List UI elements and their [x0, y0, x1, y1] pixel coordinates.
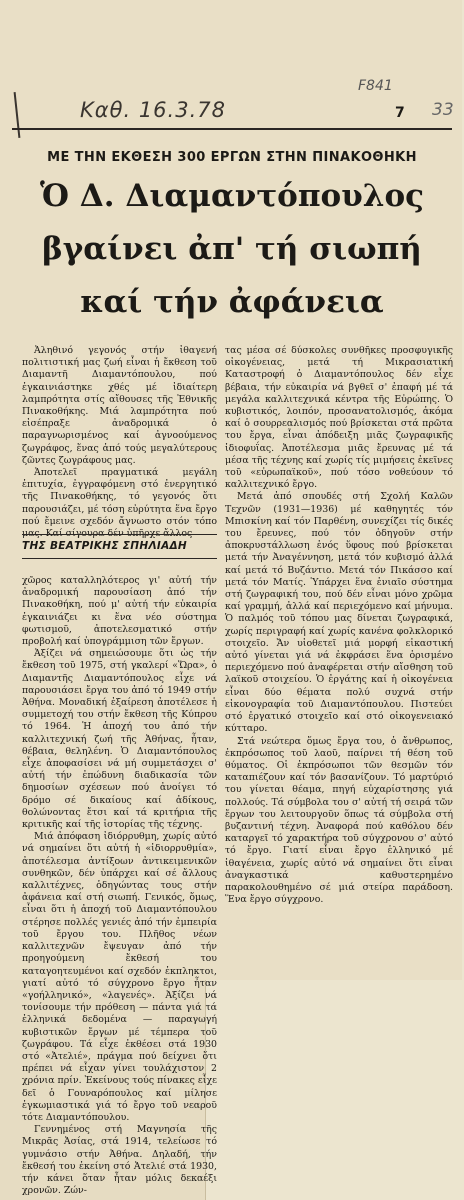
paragraph: τας μέσα σέ δύσκολες συνθῆκες προσφυγικῆς οἰκογένειας, μετά τή Μικρασιατική Καταστροφή ὁ Διαμαντόπουλος δέν εἶχε βέβαια, τήν εὐκαιρία νά βγθεῖ σ' ἐπαφή μέ τά μεγάλα καλλιτεχνικά κέντρα τῆς Εὐρώπης. Ὁ κυβιστικός, λοιπόν, προσανατολισμός, ἀκόμα καί ὁ σουρρεαλισμός πού βρίσκεται στά πρῶτα του ἔργα, εἶναι ἀπόδειξη μιᾶς ζωγραφικῆς ἰδιοφυΐας. Ἀποτέλεσμα μιᾶς ἔρευνας μέ τά μέσα τῆς τέχνης καί χωρίς τίς μιμήσεις ἐκεῖνες τοῦ «εὐρωπαϊκοῦ», πού τόσο νοθεύουν τό καλλιτεχνικό ἔργο.	[225, 345, 453, 491]
paragraph: Ἀποτελεῖ πραγματικά μεγάλη ἐπιτυχία, ἐγγραφόμενη στό ἐνεργητικό τῆς Πινακοθήκης, τό γεγονός ὅτι παρουσιάζει, μέ τόση εὐρύτητα ἕνα ἔργο πού ἔμεινε σχεδόν ἄγνωστο στόν τόπο	[22, 467, 217, 527]
headline-line-1: Ὁ Δ. Διαμαντόπουλος	[39, 178, 425, 214]
column-left-top	[22, 345, 217, 527]
paragraph: Μιά ἀπόφαση ἰδιόρρυθμη, χωρίς αὐτό νά σημαίνει ὅτι αὐτή ἡ «ἰδιορρυθμία», ἀποτέλεσμα ἀντίξοων ἀντικειμενικῶν συνθηκῶν, δέν ὑπάρχει καί σέ ἄλλους καλλιτέχνες, ὁδηγώντας τους στήν ἀφάνεια καί στή σιωπή. Γενικός, ὅμως, εἶναι ὅτι ἡ ἀποχή τοῦ Διαμαντόπουλου στέρησε πολλές γενιές ἀπό τήν ἐμπειρία τοῦ ἔργου του. Πλῆθος νέων καλλιτεχνῶν ἔψευγαν ἀπό τήν προηγούμενη ἔκθεσή του καταγοητευμένοι καί σχεδόν ἐκπληκτοι, γιατί αὐτό τό σύγχρονο ἔργο ἦταν «γοήλληνικό», «λαγενές». Ἀξίζει νά τονίσουμε τήν πρόθεση — πάντα γιά τά ἑλληνικά δεδομένα — παραγωγή κυβιστικῶν ἔργων μέ τέμπερα τοῦ ζωγράφου. Τά εἶχε ἐκθέσει στά 1930 στό «Ἀτελιέ», πράγμα πού δείχνει ὅτι πρέπει νά εἶχαν γίνει τουλάχιστον 2 χρόνια πρίν. Ἐκείνους τούς πίνακες εἶχε δεῖ ὁ Γουναρόπουλος καί μίλησε ἐγκωμιαστικά γιά τό ἔργο τοῦ νεαροῦ τότε Διαμαντόπουλου.	[22, 831, 217, 1123]
headline-line-3: καί τήν ἀφάνεια	[80, 284, 384, 320]
paragraph: Ἀληθινό γεγονός στήν ἰθαγενή πολιτιστική μας ζωή εἶναι ἡ ἔκθεση τοῦ Διαμαντῆ Διαμαντόπουλου, πού ἐγκαινιάστηκε χθές μέ ἰδιαίτερη λαμπρότητα στίς αἴθουσες τῆς Ἐθνικῆς Πινακοθήκης. Μιά λαμπρότητα πού εἰσέπραξε ἀναδρομικά ὁ παραγνωρισμένος καί ἀγνοούμενος ζωγράφος, ἕνας ἀπό τούς μεγαλύτερους ζῶντες ζωγράφους μας.	[22, 345, 217, 466]
paragraph: Γεννημένος στή Μαγνησία τῆς Μικρᾶς Ἀσίας, στά 1914, τελείωσε τό γυμνάσιο στήν Ἀθήνα. Δηλαδή, τήν ἔκθεσή του ἐκείνη στό Ἀτελιέ στά 1930, τήν κάνει ὅταν ἦταν μόλις δεκαέξι χρονῶν. Ζών-	[22, 1124, 217, 1197]
paragraph: χῶρος καταλληλότερος γι' αὐτή τήν ἀναδρομική παρουσίαση ἀπό τήν Πινακοθήκη, πού μ' αὐτή τήν εὐκαιρία ἐγκαινιάζει κι ἕνα νέο σύστημα φωτισμοῦ, ἀποτελεσματικό στήν προβολή καί ὑπογράμμιση τῶν ἔργων.	[22, 575, 217, 648]
byline: ΤΗΣ ΒΕΑΤΡΙΚΗΣ ΣΠΗΛΙΑΔΗ	[22, 540, 188, 552]
column-left-bottom	[22, 575, 217, 1195]
headline	[12, 170, 452, 329]
paragraph: Μετά ἀπό σπουδές στή Σχολή Καλῶν Τεχνῶν (1931—1936) μέ καθηγητές τόν Μπισκίνη καί τόν Παρθένη, συνεχίζει τίς δικές του ἔρευνες, πού τόν ὁδηγοῦν στήν ἀποκρυστάλλωση ἑνός ὕφους πού βρίσκεται μετά τήν Ἀναγέννηση, μετά τόν κυβισμό ἀλλά καί μετά τό Βυζάντιο. Μετά τόν Πικάσσο καί μετά τόν Ματίς. Ὑπάρχει ἕνα ἑνιαῖο σύστημα στή ζωγραφική του, πού δέν εἶναι μόνο χρῶμα καί γραμμή, ἀλλά καί περιεχόμενο καί μήνυμα. Ὁ παλμός τοῦ τόπου μας δίνεται ζωγραφικά, χωρίς περιγραφή καί χωρίς κανένα φολκλορικό στοιχεῖο. Ἄν υἱοθετεῖ μιά μορφή εἰκαστική αὐτό γίνεται γιά νά ἐκφράσει ἕνα ὁρισμένο περιεχόμενο πού ἀναφέρεται στήν αἴσθηση τοῦ λαϊκοῦ στοιχείου. Ὁ ἐργάτης καί ἡ οἰκογένεια εἶναι δύο θέματα πολύ συχνά στήν εἰκονογραφία τοῦ Διαμαντόπουλου. Πιστεύει στό ἐργατικό στοιχεῖο καί στό οἰκογενειακό κύτταρο.	[225, 491, 453, 735]
page-number: 7	[395, 105, 405, 121]
handwritten-date: Καθ. 16.3.78	[80, 98, 226, 122]
paragraph: Ἀξίζει νά σημειώσουμε ὅτι ὡς τήν ἔκθεση τοῦ 1975, στή γκαλερί «Ὥρα», ὁ Διαμαντῆς Διαμαντόπουλος εἶχε νά παρουσιάσει ἔργα του ἀπό τό 1949 στήν Ἀθήνα. Μοναδική ἐξαίρεση ἀποτέλεσε ἡ συμμετοχή του στήν ἔκθεση τῆς Κύπρου τό 1964. Ἡ ἀποχή του ἀπό τήν καλλιτεχνική ζωή τῆς Ἀθήνας, ἦταν, θέβαια, θεληλένη. Ὁ Διαμαντόπουλος εἶχε ἀποφασίσει νά μή συμμετάσχει σ' αὐτή τήν ἐπώδυνη διαδικασία τῶν δημοσίων σχέσεων πού ἀνοίγει τό δρόμο σέ δικαίους καί ἀδίκους, θολώνοντας ἔτσι καί τά κριτήρια τῆς κριτικῆς καί τῆς ἱστορίας τῆς τέχνης.	[22, 648, 217, 831]
column-right	[225, 345, 453, 985]
paragraph: Στά νεώτερα ὅμως ἔργα του, ὁ ἄνθρωπος, ἐκπρόσωπος τοῦ λαοῦ, παίρνει τή θέση τοῦ θύματος. Οἱ ἐκπρόσωποι τῶν θεσμῶν τόν καταπιέζουν καί τόν βασανίζουν. Τό μαρτύριό του γίνεται θέαμα, πηγή εὐχαρίστησης γιά πολλούς. Τά σύμβολα του σ' αὐτή τή σειρά τῶν ἔργων του λειτουργοῦν ὅπως τά σύμβολα στή βυζαντινή τέχνη. Ἀναφορά πού καθόλου δέν καταργεῖ τό χαρακτήρα τοῦ σύγχρονου σ' αὐτό τό ἔργο. Γιατί εἶναι ἔργο ἑλληνικό μέ ἰθαγένεια, χωρίς αὐτό νά σημαίνει ὅτι εἶναι ἀναγκαστικά καθυστερημένο παρακολουθημένο σέ μιά στείρα παράδοση. Ἕνα ἔργο σύγχρονο.	[225, 735, 453, 906]
headline-line-2: βγαίνει ἀπ' τή σιωπή	[42, 231, 422, 267]
byline-rule-top	[22, 534, 217, 535]
handwritten-number: 33	[432, 100, 454, 120]
byline-rule-bottom	[22, 558, 217, 559]
handwritten-code: F841	[358, 78, 393, 94]
kicker: ΜΕ ΤΗΝ ΕΚΘΕΣΗ 300 ΕΡΓΩΝ ΣΤΗΝ ΠΙΝΑΚΟΘΗΚΗ	[47, 150, 417, 165]
header-rule	[12, 128, 452, 130]
